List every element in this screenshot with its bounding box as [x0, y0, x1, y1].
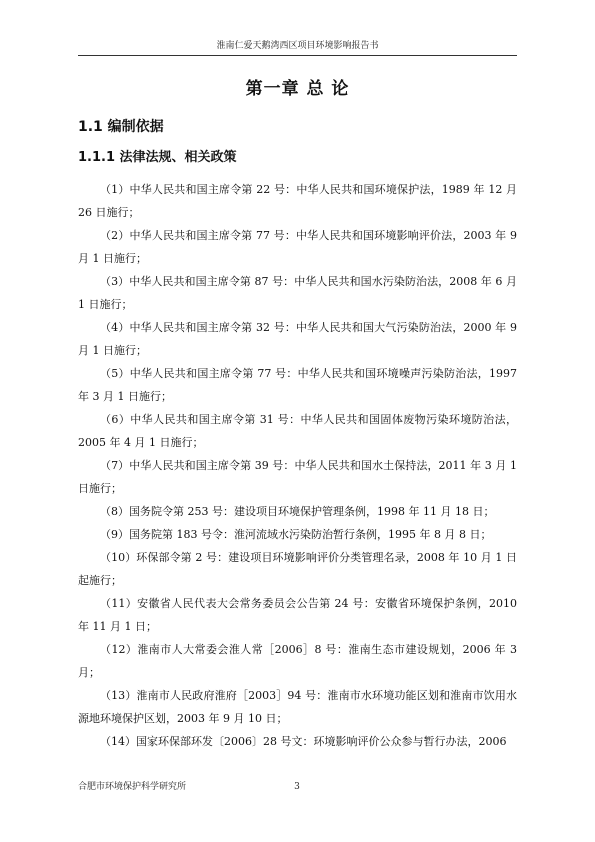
footer-organization: 合肥市环境保护科学研究所 [78, 782, 187, 792]
list-item: （9）国务院第 183 号令：淮河流域水污染防治暂行条例，1995 年 8 月 8 日； [100, 528, 492, 541]
header-rule [78, 55, 517, 56]
list-item: （14）国家环保部环发〔2006〕28 号文：环境影响评价公众参与暂行办法，2006 [100, 735, 507, 748]
list-item: （5）中华人民共和国主席令第 77 号：中华人民共和国环境噪声污染防治法，1997 年 3 月 1 日施行； [78, 367, 517, 403]
list-item: （12）淮南市人大常委会淮人常［2006］8 号：淮南生态市建设规划，2006 年 3 月； [78, 643, 517, 679]
list-item: （6）中华人民共和国主席令第 31 号：中华人民共和国固体废物污染环境防治法，2005 年 4 月 1 日施行； [78, 413, 517, 449]
list-item: （7）中华人民共和国主席令第 39 号：中华人民共和国水土保持法，2011 年 3 月 1 日施行； [78, 459, 517, 495]
page-number: 3 [294, 782, 300, 792]
running-header: 淮南仁爱天鹅湾西区项目环境影响报告书 [216, 41, 379, 51]
list-item: （8）国务院令第 253 号：建设项目环境保护管理条例，1998 年 11 月 18 日； [100, 505, 495, 518]
list-item: （4）中华人民共和国主席令第 32 号：中华人民共和国大气污染防治法，2000 年 9 月 1 日施行； [78, 321, 517, 357]
list-item: （10）环保部令第 2 号：建设项目环境影响评价分类管理名录，2008 年 10 月 1 日起施行； [78, 551, 517, 587]
section-heading: 1.1 编制依据 [78, 119, 164, 135]
list-item: （2）中华人民共和国主席令第 77 号：中华人民共和国环境影响评价法，2003 年 9 月 1 日施行； [78, 229, 517, 265]
legal-basis-list [78, 178, 517, 753]
list-item: （1）中华人民共和国主席令第 22 号：中华人民共和国环境保护法，1989 年 12 月 26 日施行； [78, 183, 517, 219]
list-item: （13）淮南市人民政府淮府［2003］94 号：淮南市水环境功能区划和淮南市饮用水源地环境保护区划，2003 年 9 月 10 日； [78, 689, 517, 725]
list-item: （11）安徽省人民代表大会常务委员会公告第 24 号：安徽省环境保护条例，2010 年 11 月 1 日； [78, 597, 517, 633]
subsection-heading: 1.1.1 法律法规、相关政策 [78, 150, 237, 165]
list-item: （3）中华人民共和国主席令第 87 号：中华人民共和国水污染防治法，2008 年 6 月 1 日施行； [78, 275, 517, 311]
chapter-title: 第一章 总 论 [245, 79, 350, 99]
